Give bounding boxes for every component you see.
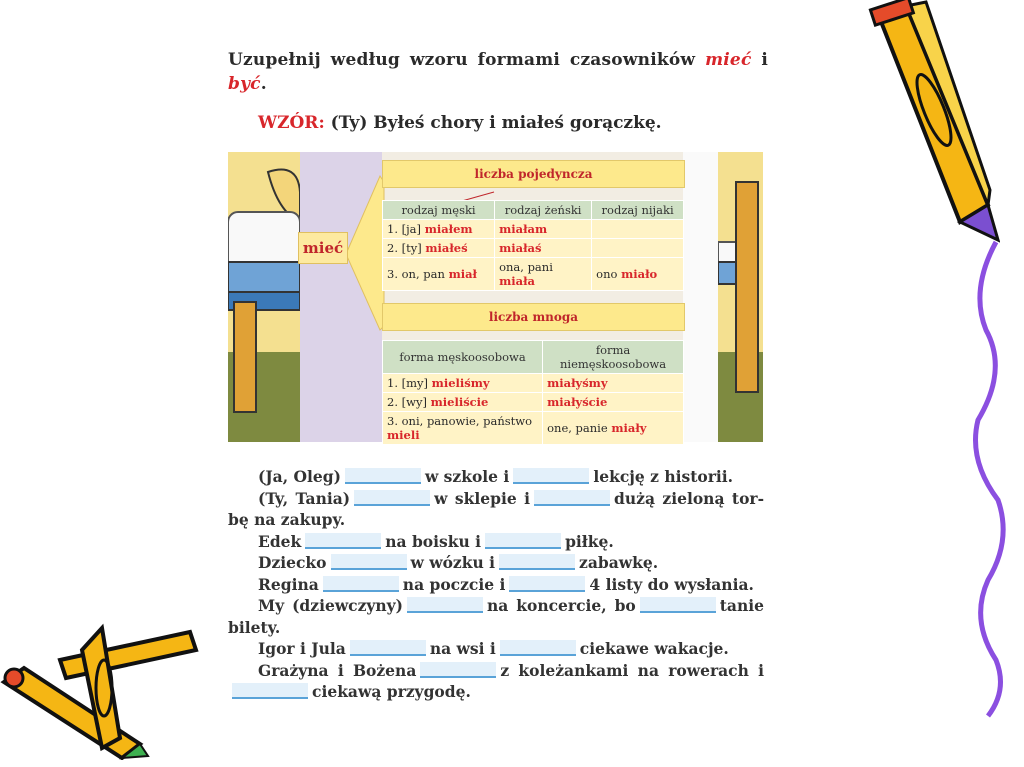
col-neuter: rodzaj nijaki bbox=[592, 201, 684, 220]
table-row bbox=[383, 220, 684, 239]
person-label: 3. oni, panowie, państwo bbox=[387, 414, 533, 428]
form-feminine: miała bbox=[499, 274, 535, 288]
exercise-text: na boisku i bbox=[385, 531, 482, 551]
instruction-text: Uzupełnij według wzoru formami czasowników bbox=[228, 50, 696, 70]
pronoun-feminine: ona, pani bbox=[499, 260, 553, 274]
exercise-line bbox=[228, 574, 764, 596]
answer-blank[interactable] bbox=[420, 662, 496, 678]
exercise-list bbox=[228, 466, 764, 703]
exercise-subject: Igor i Jula bbox=[258, 639, 346, 658]
exercise-line bbox=[228, 638, 764, 660]
instruction-end: . bbox=[260, 74, 267, 94]
answer-blank[interactable] bbox=[499, 554, 575, 570]
exercise-text: z koleżankami na rowerach i bbox=[500, 660, 764, 680]
plural-header: liczba mnoga bbox=[382, 303, 685, 331]
answer-blank[interactable] bbox=[534, 490, 610, 506]
exercise-line bbox=[228, 595, 764, 638]
exercise-line bbox=[228, 552, 764, 574]
pencil-top-right-icon bbox=[860, 0, 1000, 245]
exercise-text: w wózku i bbox=[410, 553, 496, 572]
crossed-pencils-icon bbox=[0, 620, 205, 760]
instruction-connector: i bbox=[761, 50, 769, 70]
table-row bbox=[383, 258, 684, 291]
form-neuter: miało bbox=[621, 267, 658, 281]
exercise-text: ciekawe wakacje. bbox=[579, 639, 729, 658]
answer-blank[interactable] bbox=[323, 576, 399, 592]
exercise-subject: Edek bbox=[258, 531, 302, 551]
exercise-subject: Dziecko bbox=[258, 553, 327, 572]
col-nonvirile: forma niemęskoosobowa bbox=[543, 341, 684, 374]
purple-squiggle-line bbox=[968, 240, 1018, 720]
example-text: (Ty) Byłeś chory i miałeś gorączkę. bbox=[330, 113, 662, 133]
table-row bbox=[383, 412, 684, 445]
bed-left-icon bbox=[228, 152, 300, 442]
example-label: WZÓR: bbox=[258, 113, 325, 133]
person-label: 1. [ja] bbox=[387, 222, 422, 236]
table-row bbox=[383, 374, 684, 393]
person-label: 1. [my] bbox=[387, 376, 429, 390]
exercise-line bbox=[228, 531, 764, 553]
answer-blank[interactable] bbox=[232, 683, 308, 699]
singular-header: liczba pojedyncza bbox=[382, 160, 685, 188]
answer-blank[interactable] bbox=[331, 554, 407, 570]
form-feminine: miałam bbox=[499, 222, 548, 236]
singular-table bbox=[382, 200, 684, 291]
col-feminine: rodzaj żeński bbox=[495, 201, 592, 220]
pronoun-nonvirile: one, panie bbox=[547, 421, 608, 435]
exercise-text: dużą zieloną tor-bę na zakupy. bbox=[228, 488, 765, 529]
answer-blank[interactable] bbox=[350, 640, 426, 656]
exercise-text: w szkole i bbox=[424, 467, 510, 486]
exercise-text: piłkę. bbox=[565, 531, 614, 551]
form-nonvirile: miały bbox=[611, 421, 647, 435]
exercise-text: na wsi i bbox=[429, 639, 496, 658]
person-label: 2. [ty] bbox=[387, 241, 422, 255]
col-masculine: rodzaj męski bbox=[383, 201, 495, 220]
form-virile: mieliśmy bbox=[431, 376, 490, 390]
verb-key-miec: mieć bbox=[298, 232, 348, 264]
verb-miec: mieć bbox=[705, 50, 752, 70]
exercise-line bbox=[228, 488, 764, 531]
form-nonvirile: miałyście bbox=[547, 395, 608, 409]
answer-blank[interactable] bbox=[305, 533, 381, 549]
exercise-line bbox=[228, 466, 764, 488]
exercise-subject: (Ja, Oleg) bbox=[258, 467, 341, 486]
white-column bbox=[683, 152, 718, 442]
example-line bbox=[258, 113, 662, 133]
pronoun-neuter: ono bbox=[596, 267, 618, 281]
bed-right-icon bbox=[718, 152, 763, 442]
exercise-text: ciekawą przygodę. bbox=[312, 682, 471, 701]
answer-blank[interactable] bbox=[485, 533, 561, 549]
table-row bbox=[383, 239, 684, 258]
answer-blank[interactable] bbox=[354, 490, 430, 506]
exercise-line bbox=[228, 660, 764, 703]
exercise-text: tanie bilety. bbox=[228, 596, 764, 637]
exercise-text: zabawkę. bbox=[579, 553, 659, 572]
answer-blank[interactable] bbox=[345, 468, 421, 484]
form-virile: mieli bbox=[387, 428, 420, 442]
col-virile: forma męskoosobowa bbox=[383, 341, 543, 374]
form-feminine: miałaś bbox=[499, 241, 542, 255]
answer-blank[interactable] bbox=[513, 468, 589, 484]
exercise-subject: Grażyna i Bożena bbox=[258, 660, 417, 680]
answer-blank[interactable] bbox=[509, 576, 585, 592]
plural-table bbox=[382, 340, 684, 445]
exercise-text: na koncercie, bo bbox=[487, 596, 636, 615]
form-virile: mieliście bbox=[430, 395, 489, 409]
form-masculine: miałem bbox=[424, 222, 473, 236]
person-label: 3. on, pan bbox=[387, 267, 445, 281]
verb-byc: być bbox=[228, 74, 261, 94]
form-nonvirile: miałyśmy bbox=[547, 376, 608, 390]
exercise-text: w sklepie i bbox=[434, 488, 531, 508]
exercise-text: na poczcie i bbox=[402, 574, 506, 594]
exercise-subject: My (dziewczyny) bbox=[258, 596, 404, 615]
table-row bbox=[383, 393, 684, 412]
exercise-text: 4 listy do wysłania. bbox=[589, 574, 754, 594]
person-label: 2. [wy] bbox=[387, 395, 427, 409]
exercise-subject: Regina bbox=[258, 574, 319, 594]
instruction bbox=[228, 48, 768, 96]
answer-blank[interactable] bbox=[640, 597, 716, 613]
form-masculine: miałeś bbox=[425, 241, 468, 255]
exercise-subject: (Ty, Tania) bbox=[258, 488, 351, 508]
form-masculine: miał bbox=[448, 267, 477, 281]
answer-blank[interactable] bbox=[407, 597, 483, 613]
exercise-text: lekcję z historii. bbox=[593, 467, 734, 486]
answer-blank[interactable] bbox=[500, 640, 576, 656]
